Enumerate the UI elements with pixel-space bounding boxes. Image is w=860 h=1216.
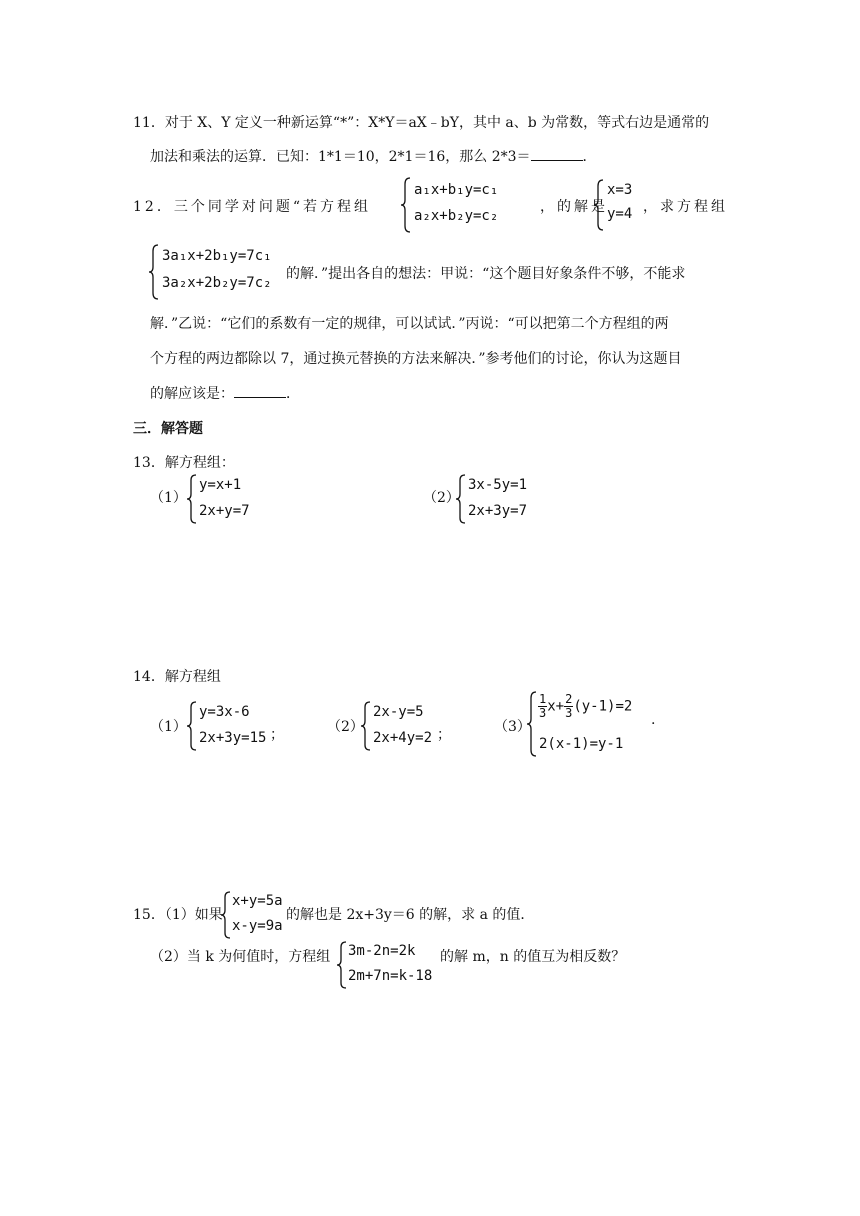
equation-row: 2x-y=5 [373,704,424,720]
q15-part2-text: 的解 m，n 的值互为相反数？ [440,949,626,965]
q12-solution-system [593,178,643,232]
q13-title: 13．解方程组： [133,455,235,471]
left-brace-icon [186,473,198,525]
q13-part2-label: （2） [423,490,460,506]
equation-row: a₂x+b₂y=c₂ [414,208,499,224]
equation-row: 3x-5y=1 [468,477,528,493]
left-brace-icon [593,178,605,232]
equation-row: a₁x+b₁y=c₁ [414,182,499,198]
left-brace-icon [455,473,467,525]
q12-solution-label: ，的解是 [540,199,608,215]
equation-row: 2x+y=7 [199,503,250,519]
q12-line5 [150,383,300,403]
equation-row: $\frac{1}{3}$ x+ $\frac{2}{3}$ (y-1)=2 [539,692,633,720]
section-heading: 三．解答题 [133,421,203,437]
left-brace-icon [336,940,348,990]
equation-row: x+y=5a [232,893,283,909]
q12-equation-system-2 [148,243,308,301]
q14-part3-system [526,690,656,758]
q11-line2-end: ． [582,149,597,165]
equation-row: 2x+4y=2 [373,730,433,746]
q14-part3-label: （3） [494,719,531,735]
equation-row: 2m+7n=k-18 [348,968,433,984]
equation-row: y=4 [607,206,633,222]
answer-blank[interactable] [234,385,286,398]
q15-part1-text: 的解也是 2x+3y＝6 的解，求 a 的值． [286,907,535,923]
equation-row: 2(x-1)=y-1 [539,736,624,752]
left-brace-icon [360,700,372,752]
left-brace-icon [148,243,160,301]
left-brace-icon [526,690,538,758]
equation-row: 2x+3y=15 [199,730,267,746]
q15-part2-intro: （2）当 k 为何值时，方程组 [150,949,331,965]
q12-line4: 个方程的两边都除以 7，通过换元替换的方法来解决．”参考他们的讨论，你认为这题目 [150,351,682,367]
left-brace-icon [220,890,232,940]
q12-line5-end: ． [286,386,300,402]
left-brace-icon [186,700,198,752]
equation-row: 2x+3y=7 [468,503,528,519]
q14-title: 14．解方程组 [133,669,221,685]
q14-part2-tail: ； [437,727,451,743]
q11-line2 [150,146,597,166]
fraction: $\frac{2}{3}$ [565,692,573,720]
q14-part1-label: （1） [150,719,187,735]
q11-line2-text: 加法和乘法的运算．已知：1*1＝10，2*1＝16，那么 2*3＝ [150,149,531,165]
q12-line3: 解．”乙说：“它们的系数有一定的规律，可以试试．”丙说：“可以把第二个方程组的两 [150,316,669,332]
q13-part2-system [455,473,555,525]
equation-row: 3a₁x+2b₁y=7c₁ [162,248,272,264]
q11-line1: 11．对于 X、Y 定义一种新运算“*”：X*Y＝aX﹣bY，其中 a、b 为常数，等式右边是通常的 [133,115,710,131]
q13-part1-label: （1） [150,490,187,506]
q14-part2-label: （2） [327,719,364,735]
left-brace-icon [400,176,412,234]
fraction: $\frac{1}{3}$ [539,692,547,720]
q12-find-label: ，求方程组 [643,199,728,215]
equation-row: x-y=9a [232,918,283,934]
equation-row: y=3x-6 [199,704,250,720]
equation-row: 3a₂x+2b₂y=7c₂ [162,275,272,291]
q14-part1-tail: ； [270,727,284,743]
answer-blank[interactable] [531,148,583,161]
equation-row: x=3 [607,182,633,198]
q15-part1-intro: 15．（1）如果 [133,907,223,923]
q12-equation-system-1 [400,176,550,234]
q14-part3-tail: . [651,712,656,728]
q13-part1-system [186,473,286,525]
equation-row: 3m-2n=2k [348,943,416,959]
q12-line5-text: 的解应该是： [150,386,234,402]
equation-row: y=x+1 [199,477,242,493]
q12-intro: 12．三个同学对问题“若方程组 [133,199,371,215]
q15-part2-system [336,940,446,990]
q12-line2: 的解．”提出各自的想法：甲说：“这个题目好象条件不够，不能求 [286,266,686,282]
